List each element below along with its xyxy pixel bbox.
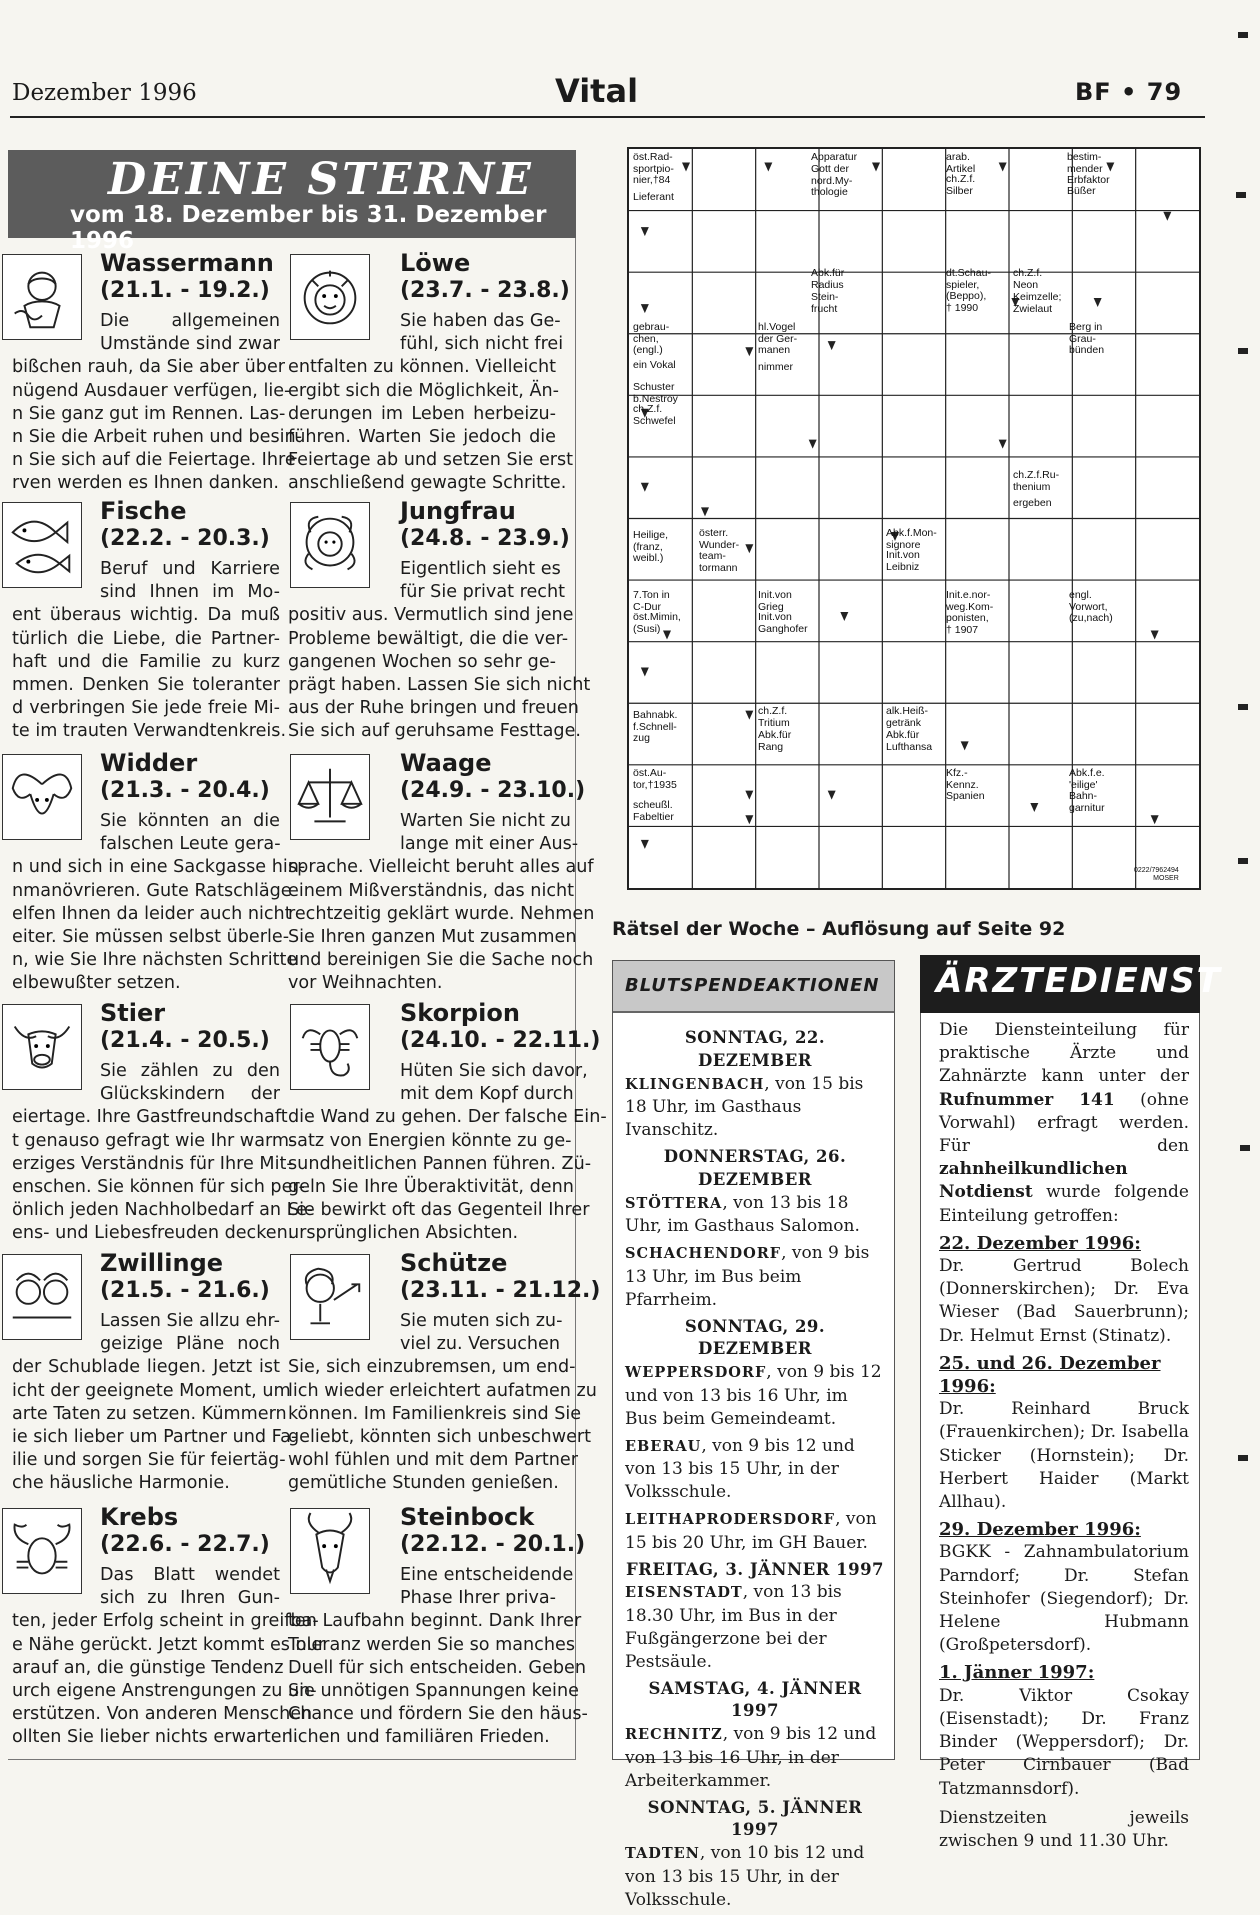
sign-text-line: ten, jeder Erfolg scheint in greifba- xyxy=(12,1611,319,1632)
sign-text-line: elbewußter setzen. xyxy=(12,973,181,994)
sign-text-line: fühl, sich nicht frei xyxy=(400,334,564,355)
sign-dates: (24.10. - 22.11.) xyxy=(400,1028,601,1053)
blood-donation-entry xyxy=(625,1581,885,1673)
crossword-clue: ein Vokal xyxy=(633,359,676,371)
sign-text-line: haft und die Familie zu kurz xyxy=(12,651,280,672)
crossword-clue: Büßer xyxy=(1067,185,1096,197)
sign-text-line: Sie Ihren ganzen Mut zusammen xyxy=(288,927,577,948)
crossword-clue: Init.von Leibniz xyxy=(886,549,920,573)
blood-donation-entry xyxy=(625,1073,885,1142)
sign-text-line: elfen Ihnen da leider auch nicht xyxy=(12,903,292,924)
sign-text-line: urch eigene Anstrengungen zu un- xyxy=(12,1681,317,1702)
crossword-clue: Abk.f.e. 'eilige' Bahn- garnitur xyxy=(1069,767,1105,814)
doctor-service-dentists: Dr. Gertrud Bolech (Donnerskirchen); Dr. Eva Wieser (Bad Sauerbrunn); Dr. Helmut Ernst (Stinatz). xyxy=(939,1256,1189,1346)
blood-donation-title: BLUTSPENDEAKTIONEN xyxy=(625,975,880,996)
sign-text-line: bißchen rauh, da Sie aber über xyxy=(12,357,286,378)
doctor-service-body xyxy=(939,1019,1189,1855)
zodiac-sign xyxy=(288,497,591,742)
sign-text-line: ursprünglichen Absichten. xyxy=(288,1223,519,1244)
sign-text-line: Chance und fördern Sie den häus- xyxy=(288,1704,588,1725)
clue-arrow-icon xyxy=(745,711,753,720)
crossword-clue: Init.von Ganghofer xyxy=(758,611,808,635)
zodiac-sign xyxy=(288,749,595,994)
crossword-clue: Schuster b.Nestroy xyxy=(633,381,678,405)
blood-donation-place: SCHACHENDORF xyxy=(625,1245,782,1263)
crossword-clue: gebrau- chen, (engl.) xyxy=(633,321,670,356)
sign-text-line: Eine entscheidende xyxy=(400,1565,574,1585)
crossword-clue: bestim- mender Erbfaktor xyxy=(1067,151,1110,186)
sign-text-line: anschließend gewagte Schritte. xyxy=(288,473,567,494)
sign-text-line: Duell für sich entscheiden. Geben xyxy=(288,1657,587,1678)
sign-text-line: der Schublade liegen. Jetzt ist xyxy=(12,1357,280,1378)
sign-text-line: und bereinigen Sie die Sache noch xyxy=(288,950,594,971)
crossword-clue: öst.Au- tor,†1935 xyxy=(633,767,677,791)
sign-text-line: d verbringen Sie jede freie Mi- xyxy=(12,698,280,719)
sign-name: Jungfrau xyxy=(400,497,516,525)
sign-text-line: sundheitlichen Pannen führen. Zü- xyxy=(288,1153,592,1174)
sign-text-line: falschen Leute gera- xyxy=(100,834,281,855)
sign-text-line: t genauso gefragt wie Ihr warm- xyxy=(12,1130,296,1151)
sign-text-line: ollten Sie lieber nichts erwarten. xyxy=(12,1727,299,1748)
clue-arrow-icon xyxy=(745,791,753,800)
sign-name: Steinbock xyxy=(400,1503,535,1531)
sign-dates: (24.9. - 23.10.) xyxy=(400,778,586,803)
sign-text-line: türlich die Liebe, die Partner- xyxy=(12,628,280,649)
crossword-clue: Berg in Grau- bünden xyxy=(1069,321,1105,356)
doctor-service-date: 1. Jänner 1997: xyxy=(939,1662,1095,1684)
sign-name: Widder xyxy=(100,749,198,777)
sign-name: Löwe xyxy=(400,249,471,277)
sign-name: Zwillinge xyxy=(100,1249,224,1277)
blood-donation-entry xyxy=(625,1842,885,1911)
clue-arrow-icon xyxy=(840,612,848,621)
sign-name: Waage xyxy=(400,749,492,777)
blood-donation-day: DONNERSTAG, 26. DEZEMBER xyxy=(663,1146,847,1189)
sign-text-line: n und sich in eine Sackgasse hin- xyxy=(12,857,306,878)
doctor-service-dentists: Dr. Viktor Csokay (Eisenstadt); Dr. Franz Binder (Weppersdorf); Dr. Peter Cirnbauer (Bad Tatzmannsdorf). xyxy=(939,1685,1189,1799)
header-rule xyxy=(10,116,1205,118)
sign-name: Fische xyxy=(100,497,187,525)
zodiac-sign xyxy=(12,749,306,994)
sign-text-line: Sie, sich einzubremsen, um end- xyxy=(288,1357,576,1378)
sign-text xyxy=(288,1564,588,1750)
sign-text-line: Das Blatt wendet xyxy=(100,1565,280,1585)
blood-donation-entry xyxy=(625,1508,885,1555)
scan-mark xyxy=(1238,858,1248,864)
clue-arrow-icon xyxy=(1163,212,1171,221)
sign-text-line: satz von Energien könnte zu ge- xyxy=(288,1130,572,1151)
crossword-clue: ch.Z.f. Silber xyxy=(946,173,976,197)
crossword-clue: dt.Schau- spieler, (Beppo), † 1990 xyxy=(946,267,991,314)
sign-text-line: Probleme bewältigt, die die ver- xyxy=(288,628,569,649)
clue-arrow-icon xyxy=(641,483,649,492)
doctor-service-intro: Die Diensteinteilung für praktische Ärzte und Zahnärzte kann unter der Rufnummer 141 (ohne Vorwahl) erfragt werden. Für den zahnheilkundlichen Notdienst wurde folgende Einteilung getroffen: xyxy=(939,1020,1189,1226)
sign-dates: (22.2. - 20.3.) xyxy=(100,526,270,551)
zodiac-sign xyxy=(288,249,574,494)
sign-dates: (23.7. - 23.8.) xyxy=(400,278,570,303)
crossword-clue: Abk.für Rang xyxy=(758,729,792,753)
crossword-clue: arab. Artikel xyxy=(946,151,976,175)
blood-donation-header xyxy=(613,961,894,1013)
doctor-service-date: 29. Dezember 1996: xyxy=(939,1519,1141,1541)
sign-text-line: Sie muten sich zu- xyxy=(400,1311,563,1331)
sign-text-line: sind Ihnen im Mo- xyxy=(100,582,280,603)
sign-name: Schütze xyxy=(400,1249,508,1277)
blood-donation-place: EISENSTADT xyxy=(625,1584,743,1602)
sign-text-line: n Sie ganz gut im Rennen. Las- xyxy=(12,403,286,424)
sign-text-line: lich wieder erleichtert aufatmen zu xyxy=(288,1380,597,1401)
sign-text-line: Die allgemeinen xyxy=(100,311,280,331)
sign-text-line: nügend Ausdauer verfügen, lie- xyxy=(12,380,291,401)
sign-text-line: können. Im Familienkreis sind Sie xyxy=(288,1403,582,1424)
sign-text-line: eiter. Sie müssen selbst überle- xyxy=(12,927,290,948)
sign-text-line: derungen im Leben herbeizu- xyxy=(288,403,556,424)
sign-text xyxy=(12,1060,314,1246)
sign-text xyxy=(12,310,303,496)
crossword-clue: Stein- frucht xyxy=(811,291,839,315)
clue-arrow-icon xyxy=(641,227,649,236)
clue-arrow-icon xyxy=(1151,631,1159,640)
sign-text-line: enschen. Sie können für sich per- xyxy=(12,1177,305,1198)
sign-text-line: Eigentlich sieht es xyxy=(400,559,561,579)
sign-text xyxy=(288,1060,607,1246)
doctor-service-panel xyxy=(920,1013,1200,1851)
blood-donation-time: , von 15 bis 20 Uhr, im GH Bauer. xyxy=(625,1508,877,1553)
sign-text-line: n, wie Sie Ihre nächsten Schritte xyxy=(12,950,298,971)
scan-mark xyxy=(1238,348,1248,354)
clue-arrow-icon xyxy=(764,162,772,171)
sign-text xyxy=(12,1564,326,1750)
sign-text-line: positiv aus. Vermutlich sind jene xyxy=(288,605,574,626)
clue-arrow-icon xyxy=(1030,803,1038,812)
sign-text-line: önlich jeden Nachholbedarf an Le- xyxy=(12,1200,314,1221)
blood-donation-place: RECHNITZ xyxy=(625,1726,723,1744)
sign-text-line: führen. Warten Sie jedoch die xyxy=(288,427,556,448)
crossword-clue: ergeben xyxy=(1013,497,1052,509)
doctor-service-header xyxy=(920,955,1222,1013)
crossword-clue: Init.von Grieg xyxy=(758,589,792,613)
blood-donation-time: , von 9 bis 12 und von 13 bis 16 Uhr, in der Arbeiterkammer. xyxy=(625,1724,877,1791)
zodiac-sign xyxy=(12,249,303,494)
blood-donation-day: FREITAG, 3. JÄNNER 1997 xyxy=(625,1559,885,1579)
crossword-clue: Init.e.nor- weg.Kom- ponisten, † 1907 xyxy=(946,589,994,636)
doctor-service-hours: Dienstzeiten jeweils zwischen 9 und 11.30 Uhr. xyxy=(939,1807,1189,1851)
doctor-service-date: 25. und 26. Dezember 1996: xyxy=(939,1352,1161,1398)
blood-donation-place: WEPPERSDORF xyxy=(625,1364,767,1382)
crossword-clue: österr. Wunder- team- tormann xyxy=(699,527,740,574)
sign-text-line: ent überaus wichtig. Da muß xyxy=(12,605,280,626)
blood-donation-entry xyxy=(625,1192,885,1239)
crossword-clue: ch.Z.f. Neon xyxy=(1013,267,1043,291)
clue-arrow-icon xyxy=(641,840,649,849)
sign-text-line: ergibt sich die Möglichkeit, Än- xyxy=(288,380,560,401)
scan-mark xyxy=(1240,1145,1250,1151)
sign-text-line: rechtzeitig geklärt wurde. Nehmen xyxy=(288,903,595,924)
scan-mark xyxy=(1238,704,1248,710)
sign-text-line: ten Laufbahn beginnt. Dank Ihrer xyxy=(288,1611,582,1632)
blood-donation-place: TADTEN xyxy=(625,1845,700,1863)
blood-donation-time: , von 13 bis 18.30 Uhr, im Bus in der Fußgängerzone bei der Pestsäule. xyxy=(625,1582,842,1672)
sign-text-line: Toleranz werden Sie so manches xyxy=(288,1634,575,1655)
blood-donation-day: SONNTAG, 5. JÄNNER 1997 xyxy=(647,1797,863,1840)
blood-donation-place: STÖTTERA xyxy=(625,1194,723,1212)
blood-donation-time: , von 9 bis 12 und von 13 bis 16 Uhr, im Bus beim Gemeindeamt. xyxy=(625,1362,882,1429)
sign-text-line: erstützen. Von anderen Menschen xyxy=(12,1704,313,1725)
clue-arrow-icon xyxy=(1151,815,1159,824)
sign-text-line: geln Sie Ihre Überaktivität, denn xyxy=(288,1177,574,1198)
clue-arrow-icon xyxy=(828,791,836,800)
clue-arrow-icon xyxy=(641,667,649,676)
sign-text-line: ie sich lieber um Partner und Fa- xyxy=(12,1427,298,1448)
sign-text xyxy=(288,1310,597,1496)
doctor-service-dentists: BGKK - Zahnambulatorium Parndorf; Dr. Stefan Steinhofer (Siegendorf); Dr. Helene Hubmann (Großpetersdorf). xyxy=(939,1542,1189,1656)
crossword-clue: Abk.für Lufthansa xyxy=(886,729,933,753)
sign-text-line: entfalten zu können. Vielleicht xyxy=(288,357,556,378)
zodiac-sign xyxy=(288,999,607,1244)
sign-text-line: arte Taten zu setzen. Kümmern xyxy=(12,1403,287,1424)
crossword-clue: nimmer xyxy=(758,361,794,373)
crossword-clue: ch.Z.f. Schwefel xyxy=(633,403,676,427)
sign-dates: (21.1. - 19.2.) xyxy=(100,278,270,303)
crossword-clue: 7.Ton in C-Dur xyxy=(633,589,670,613)
blood-donation-panel xyxy=(612,960,895,1910)
sign-text-line: n Sie die Arbeit ruhen und besin- xyxy=(12,427,303,448)
sign-name: Skorpion xyxy=(400,999,520,1027)
horoscope-banner xyxy=(8,150,576,254)
sign-text-line: geizige Pläne noch xyxy=(100,1334,280,1355)
crossword-clue: ch.Z.f. Tritium xyxy=(758,705,790,729)
clue-arrow-icon xyxy=(809,440,817,449)
sign-text-line: Sie könnten an die xyxy=(100,811,280,831)
blood-donation-day: SAMSTAG, 4. JÄNNER 1997 xyxy=(648,1678,862,1721)
sign-text-line: vor Weihnachten. xyxy=(288,973,443,994)
crossword-clue: öst.Mimin, (Susi) xyxy=(633,611,681,635)
crossword-clue: Abk.für Radius xyxy=(811,267,845,291)
crossword-clue: Bahnabk. f.Schnell- zug xyxy=(633,709,678,744)
zodiac-sign xyxy=(12,1503,326,1748)
sign-text-line: mit dem Kopf durch xyxy=(400,1084,574,1105)
sign-text-line: arauf an, die günstige Tendenz xyxy=(12,1657,284,1678)
sign-text-line: e Nähe gerückt. Jetzt kommt es nur xyxy=(12,1634,326,1655)
sign-dates: (21.4. - 20.5.) xyxy=(100,1028,270,1053)
sign-text-line: Glückskindern der xyxy=(100,1084,280,1105)
sign-text-line: icht der geeignete Moment, um xyxy=(12,1380,291,1401)
clue-arrow-icon xyxy=(701,507,709,516)
crossword-caption: Rätsel der Woche – Auflösung auf Seite 92 xyxy=(612,918,1066,940)
sign-text-line: mmen. Denken Sie toleranter xyxy=(12,675,280,696)
scan-mark xyxy=(1238,1455,1248,1461)
crossword-clue: hl.Vogel der Ger- manen xyxy=(758,321,798,356)
sign-text-line: sich zu Ihren Gun- xyxy=(100,1588,280,1609)
zodiac-sign xyxy=(12,1249,298,1494)
blood-donation-entry xyxy=(625,1361,885,1430)
blood-donation-entry xyxy=(625,1435,885,1504)
sign-text xyxy=(288,810,595,996)
zodiac-sign xyxy=(288,1249,601,1494)
sign-text-line: che häusliche Harmonie. xyxy=(12,1473,230,1494)
sign-text-line: wohl fühlen und mit dem Partner xyxy=(288,1450,578,1471)
crossword-clue: Lieferant xyxy=(633,191,674,203)
blood-donation-time: , von 15 bis 18 Uhr, im Gasthaus Ivanschitz. xyxy=(625,1073,864,1141)
crossword-puzzle xyxy=(627,147,1201,890)
sign-text xyxy=(288,558,591,744)
clue-arrow-icon xyxy=(961,741,969,750)
blood-donation-time: , von 9 bis 13 Uhr, im Bus beim Pfarrheim. xyxy=(625,1243,870,1310)
sign-text-line: rven werden es Ihnen danken. xyxy=(12,473,279,494)
sign-text-line: lichen und familiären Frieden. xyxy=(288,1727,550,1748)
crossword-clue: Kfz.- Kennz. Spanien xyxy=(946,767,985,802)
doctor-service-title: ÄRZTEDIENST xyxy=(936,961,1222,1001)
sign-name: Krebs xyxy=(100,1503,179,1531)
clue-arrow-icon xyxy=(999,440,1007,449)
zodiac-sign xyxy=(12,999,314,1244)
blood-donation-place: EBERAU xyxy=(625,1437,702,1455)
crossword-clue: Gott der nord.My- thologie xyxy=(811,163,853,198)
clue-arrow-icon xyxy=(828,341,836,350)
clue-arrow-icon xyxy=(745,815,753,824)
sign-text-line: nmanövrieren. Gute Ratschläge xyxy=(12,880,292,901)
horoscope-subtitle: vom 18. Dezember bis 31. Dezember 1996 xyxy=(70,202,547,254)
sign-text-line: einem Mißverständnis, das nicht xyxy=(288,880,575,901)
blood-donation-place: KLINGENBACH xyxy=(625,1075,765,1093)
sign-text-line: für Sie privat recht xyxy=(400,582,566,603)
crossword-clue: ch.Z.f.Ru- thenium xyxy=(1013,469,1060,493)
sign-name: Stier xyxy=(100,999,166,1027)
sign-text-line: n Sie sich auf die Feiertage. Ihre xyxy=(12,450,296,471)
sign-dates: (22.6. - 22.7.) xyxy=(100,1532,270,1557)
sign-text xyxy=(12,810,306,996)
sign-text-line: Beruf und Karriere xyxy=(100,559,280,579)
blood-donation-day: SONNTAG, 29. DEZEMBER xyxy=(684,1316,826,1359)
sign-text-line: aus der Ruhe bringen und freuen xyxy=(288,698,579,719)
crossword-clue: scheußl. Fabeltier xyxy=(633,799,674,823)
sign-text-line: erziges Verständnis für Ihre Mit- xyxy=(12,1153,293,1174)
sign-text-line: prägt haben. Lassen Sie sich nicht xyxy=(288,675,591,696)
sign-dates: (21.3. - 20.4.) xyxy=(100,778,270,803)
blood-donation-time: , von 13 bis 18 Uhr, im Gasthaus Salomon. xyxy=(625,1192,860,1237)
crossword-clue: alk.Heiß- getränk xyxy=(886,705,929,729)
blood-donation-place: LEITHAPRODERSDORF xyxy=(625,1510,836,1528)
sign-dates: (24.8. - 23.9.) xyxy=(400,526,570,551)
sign-text-line: ilie und sorgen Sie für feiertäg- xyxy=(12,1450,286,1471)
blood-donation-time: , von 10 bis 12 und von 13 bis 15 Uhr, in der Volksschule. xyxy=(625,1843,865,1910)
crossword-clue: engl. Vorwort, (zu,nach) xyxy=(1069,589,1113,624)
sign-text-line: Hüten Sie sich davor, xyxy=(400,1061,588,1081)
clue-arrow-icon xyxy=(1094,298,1102,307)
issue-date: Dezember 1996 xyxy=(12,80,197,106)
blood-donation-list xyxy=(625,1025,885,1915)
crossword-clue: Abk.f.Mon- signore xyxy=(886,527,937,551)
sign-text-line: Sie zählen zu den xyxy=(100,1061,280,1081)
sign-text-line: Lassen Sie allzu ehr- xyxy=(100,1311,280,1331)
doctor-service-dentists: Dr. Reinhard Bruck (Frauenkirchen); Dr. Isabella Sticker (Hornstein); Dr. Herbert Haider (Markt Allhau). xyxy=(939,1399,1189,1513)
sign-dates: (22.12. - 20.1.) xyxy=(400,1532,586,1557)
sign-text-line: Feiertage ab und setzen Sie erst xyxy=(288,450,574,471)
sign-text-line: Sie unnötigen Spannungen keine xyxy=(288,1681,579,1702)
horoscope-title: DEINE STERNE xyxy=(108,154,534,205)
sign-text-line: Phase Ihrer priva- xyxy=(400,1588,556,1609)
sign-text xyxy=(288,310,574,496)
sign-text-line: Warten Sie nicht zu xyxy=(400,811,571,831)
blood-donation-entry xyxy=(625,1723,885,1792)
section-title: Vital xyxy=(555,72,639,110)
crossword-clue: Heilige, (franz, weibl.) xyxy=(633,529,669,564)
doctor-service-days xyxy=(939,1232,1189,1801)
sign-text-line: ens- und Liebesfreuden decken. xyxy=(12,1223,294,1244)
sign-dates: (21.5. - 21.6.) xyxy=(100,1278,270,1303)
sign-text-line: Sie haben das Ge- xyxy=(400,311,561,331)
clue-arrow-icon xyxy=(745,347,753,356)
sign-text-line: geliebt, könnten sich unbeschwert xyxy=(288,1427,592,1448)
sign-text-line: eiertage. Ihre Gastfreundschaft xyxy=(12,1107,288,1128)
sign-text-line: lange mit einer Aus- xyxy=(400,834,579,855)
blood-donation-time: , von 9 bis 12 und von 13 bis 15 Uhr, in der Volksschule. xyxy=(625,1435,855,1503)
crossword-clue: Keimzelle; Zwielaut xyxy=(1013,291,1062,315)
sign-text-line: gangenen Wochen so sehr ge- xyxy=(288,651,556,672)
clue-arrow-icon xyxy=(641,304,649,313)
page-number: BF • 79 xyxy=(1075,78,1183,106)
sign-text-line: Sie bewirkt oft das Gegenteil Ihrer xyxy=(288,1200,590,1221)
sign-dates: (23.11. - 21.12.) xyxy=(400,1278,601,1303)
blood-donation-entry xyxy=(625,1242,885,1311)
sign-text-line: sprache. Vielleicht beruht alles auf xyxy=(288,857,594,878)
crossword-credit: 0222/7962494 MOSER xyxy=(1134,867,1179,882)
sign-text xyxy=(12,1310,298,1496)
sign-text-line: viel zu. Versuchen xyxy=(400,1334,561,1355)
sign-text xyxy=(12,558,287,744)
crossword-clue: Apparatur xyxy=(811,151,858,163)
scan-mark xyxy=(1236,192,1246,198)
zodiac-sign xyxy=(12,497,287,742)
zodiac-sign xyxy=(288,1503,588,1748)
doctor-service-date: 22. Dezember 1996: xyxy=(939,1232,1141,1254)
blood-donation-day: SONNTAG, 22. DEZEMBER xyxy=(684,1028,826,1070)
sign-text-line: gemütliche Stunden genießen. xyxy=(288,1473,559,1494)
sign-name: Wassermann xyxy=(100,249,274,277)
sign-text-line: Sie sich auf geruhsame Festtage. xyxy=(288,721,582,742)
crossword-clue: öst.Rad- sportpio- nier,†84 xyxy=(633,151,674,186)
sign-text-line: Umstände sind zwar xyxy=(100,334,280,355)
sign-text-line: te im trauten Verwandtenkreis. xyxy=(12,721,287,742)
sign-text-line: die Wand zu gehen. Der falsche Ein- xyxy=(288,1107,607,1128)
scan-mark xyxy=(1238,32,1248,38)
